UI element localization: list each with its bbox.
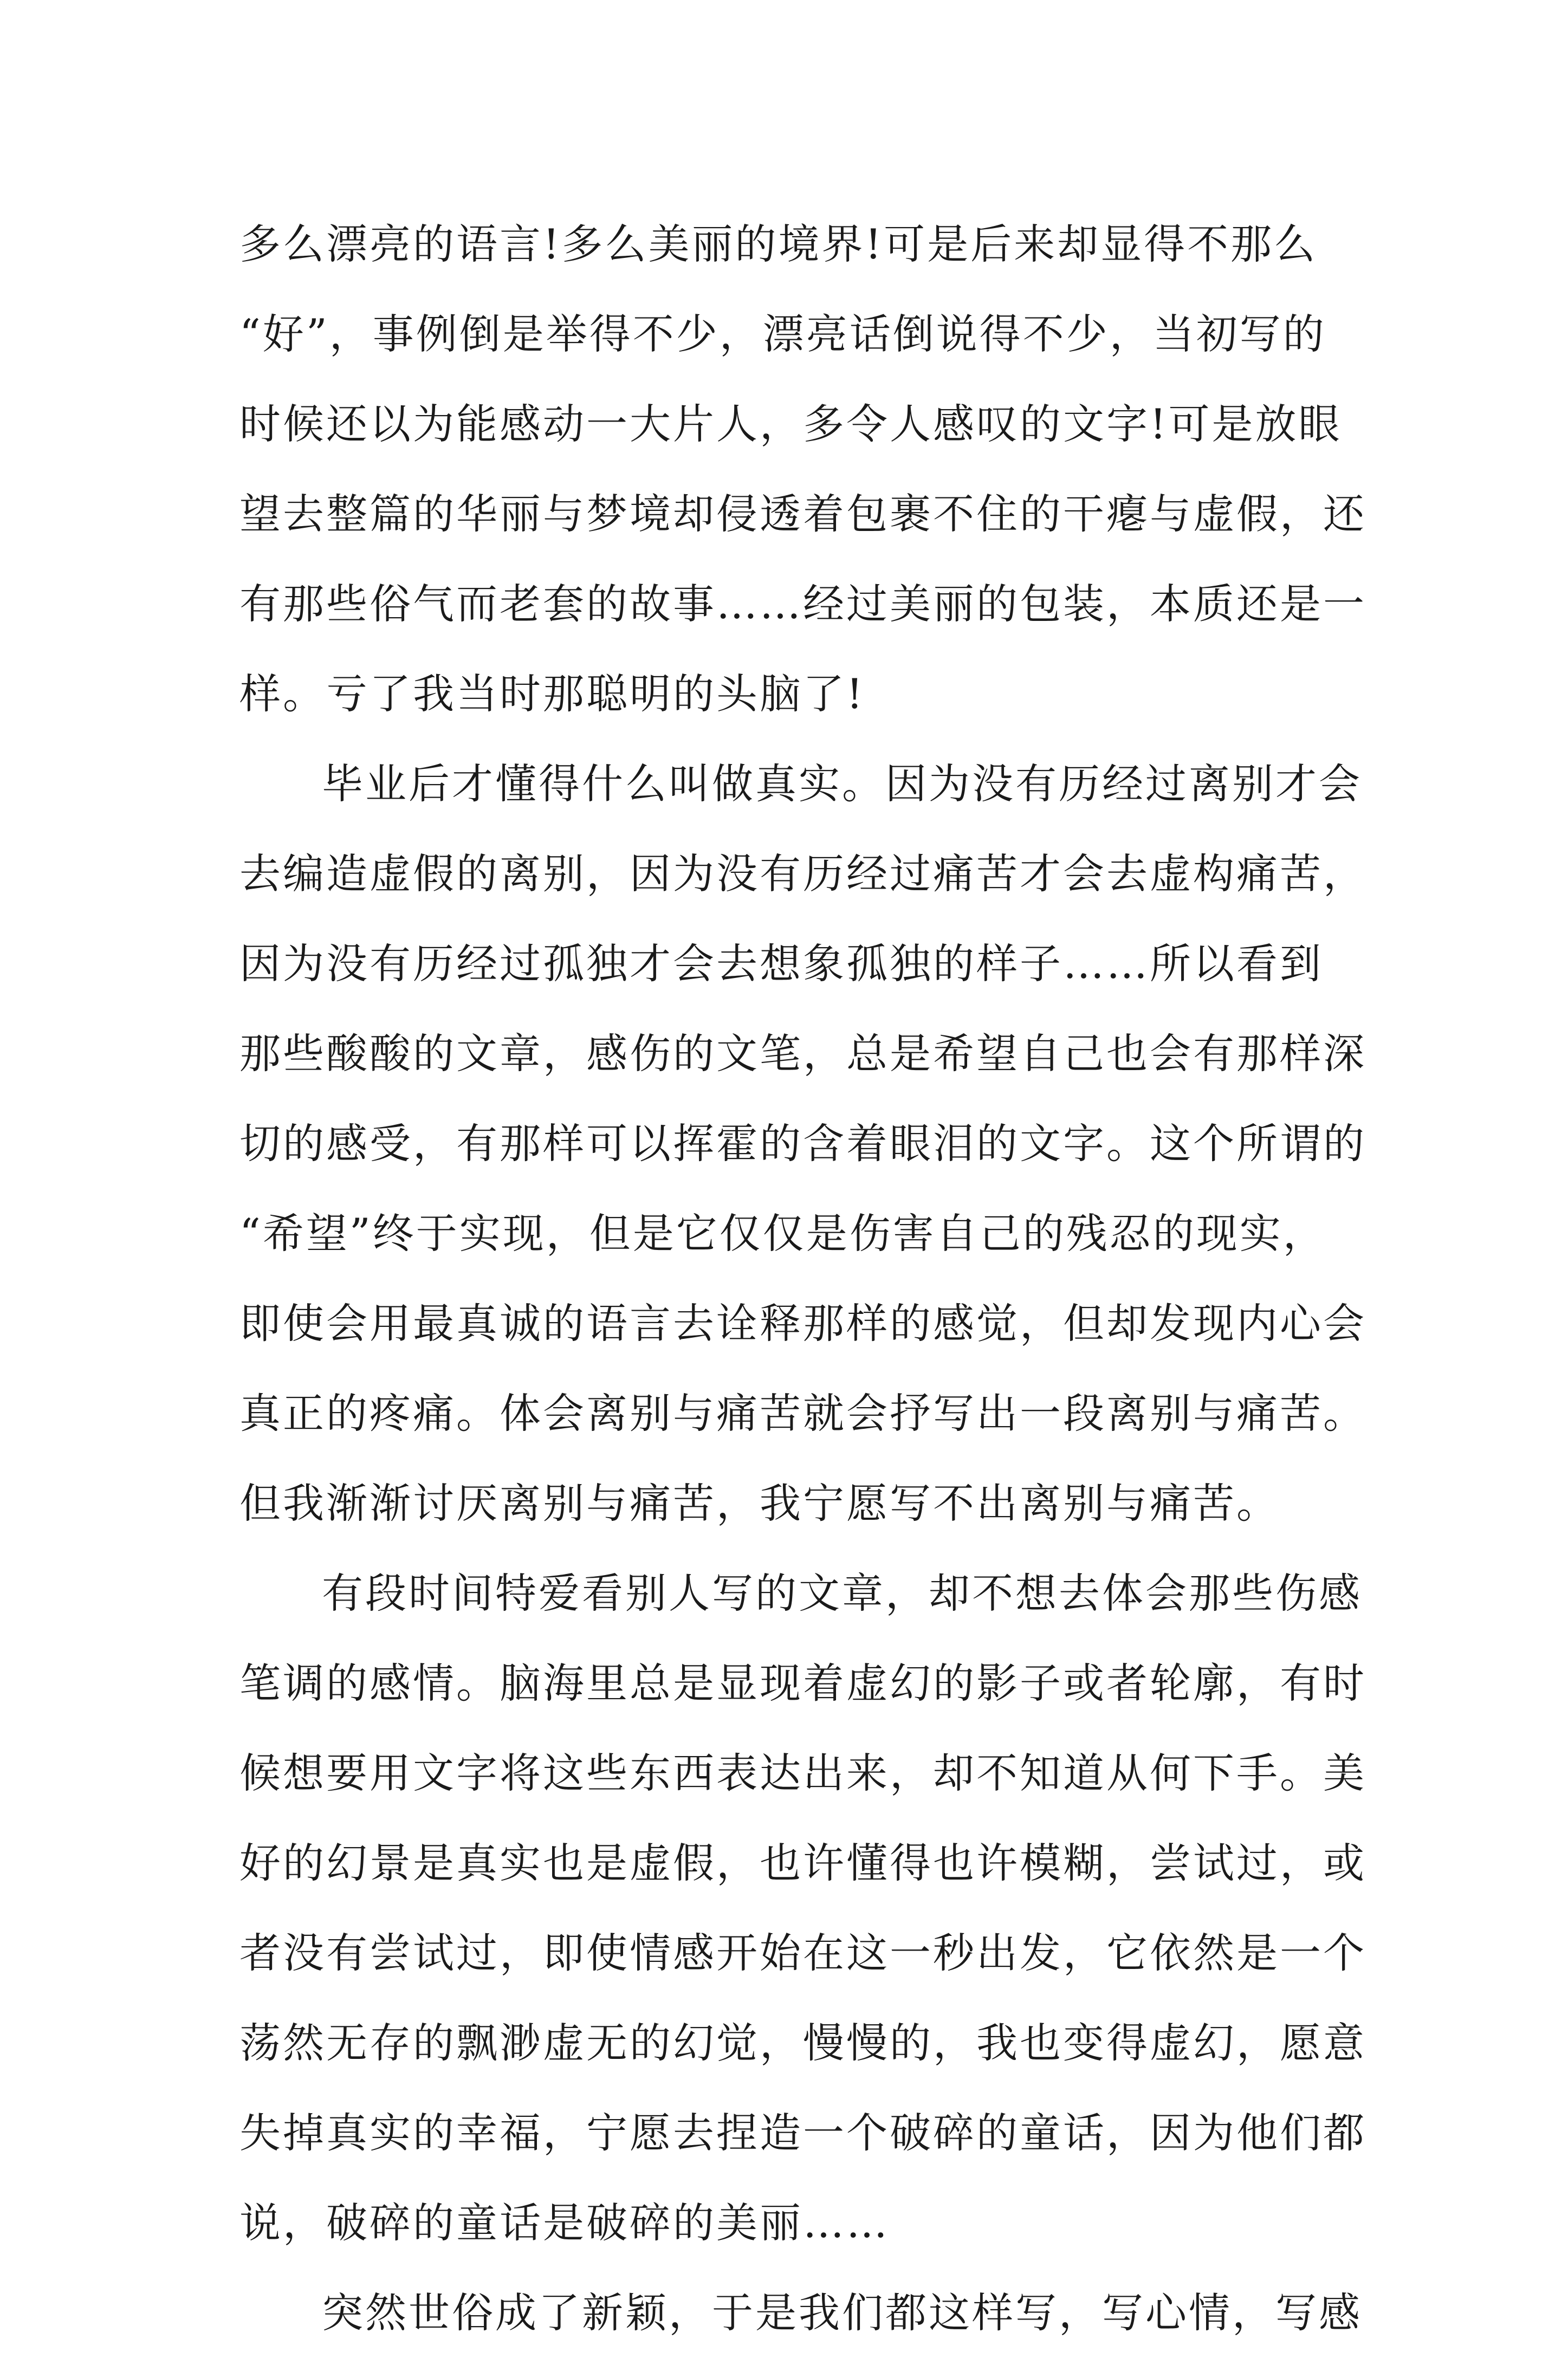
text-line: 毕业后才懂得什么叫做真实。因为没有历经过离别才会: [322, 760, 1362, 808]
text-line: 真正的疼痛。体会离别与痛苦就会抒写出一段离别与痛苦。: [239, 1389, 1366, 1437]
text-line: 说，破碎的童话是破碎的美丽……: [239, 2199, 890, 2247]
text-line: 时候还以为能感动一大片人，多令人感叹的文字!可是放眼: [239, 400, 1342, 448]
text-line: 者没有尝试过，即使情感开始在这一秒出发，它依然是一个: [239, 1929, 1366, 1977]
text-line: 即使会用最真诚的语言去诠释那样的感觉，但却发现内心会: [239, 1299, 1366, 1348]
text-line: 失掉真实的幸福，宁愿去捏造一个破碎的童话，因为他们都: [239, 2109, 1366, 2157]
text-line: 候想要用文字将这些东西表达出来，却不知道从何下手。美: [239, 1749, 1366, 1797]
text-line: 荡然无存的飘渺虚无的幻觉，慢慢的，我也变得虚幻，愿意: [239, 2019, 1366, 2067]
text-line: 那些酸酸的文章，感伤的文笔，总是希望自己也会有那样深: [239, 1029, 1366, 1078]
text-line: 有那些俗气而老套的故事……经过美丽的包装，本质还是一: [239, 580, 1366, 628]
text-line: 因为没有历经过孤独才会去想象孤独的样子……所以看到: [239, 940, 1323, 988]
text-line: 样。亏了我当时那聪明的头脑了!: [239, 670, 865, 718]
text-line: 突然世俗成了新颖，于是我们都这样写，写心情，写感: [322, 2289, 1362, 2337]
text-line: 好的幻景是真实也是虚假，也许懂得也许模糊，尝试过，或: [239, 1839, 1366, 1887]
text-line: 有段时间特爱看别人写的文章，却不想去体会那些伤感: [322, 1569, 1362, 1617]
text-line: 多么漂亮的语言!多么美丽的境界!可是后来却显得不那么: [239, 220, 1318, 268]
text-line: 望去整篇的华丽与梦境却侵透着包裹不住的干瘪与虚假，还: [239, 490, 1366, 538]
text-line: 去编造虚假的离别，因为没有历经过痛苦才会去虚构痛苦，: [239, 850, 1366, 898]
text-line: 但我渐渐讨厌离别与痛苦，我宁愿写不出离别与痛苦。: [239, 1479, 1280, 1527]
text-line: “好”，事例倒是举得不少，漂亮话倒说得不少，当初写的: [239, 310, 1326, 358]
text-line: 笔调的感情。脑海里总是显现着虚幻的影子或者轮廓，有时: [239, 1659, 1366, 1707]
text-line: “希望”终于实现，但是它仅仅是伤害自己的残忍的现实，: [239, 1209, 1326, 1258]
body-text: [239, 199, 1366, 2358]
text-line: 切的感受，有那样可以挥霍的含着眼泪的文字。这个所谓的: [239, 1119, 1366, 1168]
